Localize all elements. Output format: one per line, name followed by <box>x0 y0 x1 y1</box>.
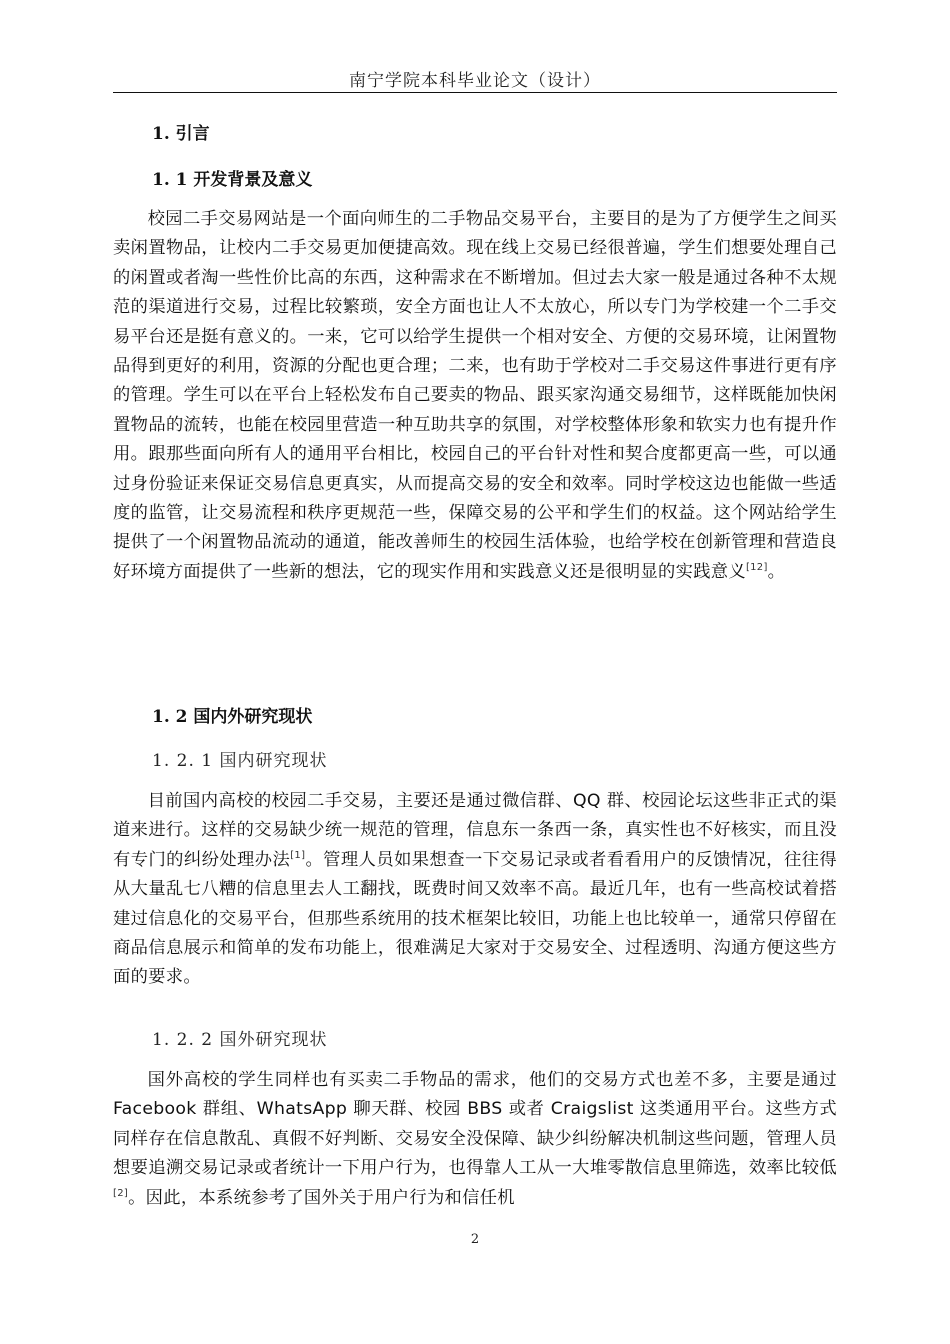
citation-1: [1] <box>290 850 306 862</box>
paragraph-domestic-text-1: 目前国内高校的校园二手交易，主要还是通过微信群、QQ 群、校园论坛这些非正式的渠道来进行。这样的交易缺少统一规范的管理，信息东一条西一条，真实性也不好核实，而且没有专门的纠纷处理办法 <box>113 791 837 870</box>
section-heading-1-2-2: 1. 2. 2 国外研究现状 <box>152 1030 328 1050</box>
section-heading-1-2: 1. 2 国内外研究现状 <box>152 707 313 727</box>
paragraph-foreign-text-1: 国外高校的学生同样也有买卖二手物品的需求，他们的交易方式也差不多，主要是通过 Facebook 群组、WhatsApp 聊天群、校园 BBS 或者 Craigslist 这类通用平台。这些方式同样存在信息散乱、真假不好判断、交易安全没保障、缺少纠纷解决机制这些问题，管理人员想要追溯交易记录或者统计一下用户行为，也得靠人工从一大堆零散信息里筛选，效率比较低 <box>113 1070 837 1179</box>
paragraph-domestic-research <box>113 787 837 993</box>
paragraph-background-end: 。 <box>767 561 786 582</box>
section-heading-1: 1. 引言 <box>152 124 210 144</box>
page-number: 2 <box>470 1232 480 1247</box>
citation-12: [12] <box>745 562 768 574</box>
paragraph-foreign-text-2: 。因此，本系统参考了国外关于用户行为和信任机 <box>128 1187 515 1208</box>
citation-2: [2] <box>113 1187 129 1199</box>
paragraph-background-tail: 实践意义 <box>675 561 746 582</box>
paragraph-background <box>113 205 837 587</box>
paragraph-domestic-text-2: 。管理人员如果想查一下交易记录或者看看用户的反馈情况，往往得从大量乱七八糟的信息里去人工翻找，既费时间又效率不高。最近几年，也有一些高校试着搭建过信息化的交易平台，但那些系统用的技术框架比较旧，功能上也比较单一，通常只停留在商品信息展示和简单的发布功能上，很难满足大家对于交易安全、过程透明、沟通方便这些方面的要求。 <box>113 849 837 988</box>
paragraph-foreign-research <box>113 1066 837 1213</box>
paragraph-background-text: 校园二手交易网站是一个面向师生的二手物品交易平台，主要目的是为了方便学生之间买卖闲置物品，让校内二手交易更加便捷高效。现在线上交易已经很普遍，学生们想要处理自己的闲置或者淘一些性价比高的东西，这种需求在不断增加。但过去大家一般是通过各种不太规范的渠道进行交易，过程比较繁琐，安全方面也让人不太放心，所以专门为学校建一个二手交易平台还是挺有意义的。一来，它可以给学生提供一个相对安全、方便的交易环境，让闲置物品得到更好的利用，资源的分配也更合理；二来，也有助于学校对二手交易这件事进行更有序的管理。学生可以在平台上轻松发布自己要卖的物品、跟买家沟通交易细节，这样既能加快闲置物品的流转，也能在校园里营造一种互助共享的氛围，对学校整体形象和软实力也有提升作用。跟那些面向所有人的通用平台相比，校园自己的平台针对性和契合度都更高一些，可以通过身份验证来保证交易信息更真实，从而提高交易的安全和效率。同时学校这边也能做一些适度的监管，让交易流程和秩序更规范一些，保障交易的公平和学生们的权益。这个网站给学生提供了一个闲置物品流动的通道，能改善师生的校园生活体验，也给学校在创新管理和营造良好环境方面提供了一些新的想法，它的现实作用和实践意义还是很明显的 <box>113 209 837 582</box>
header-rule <box>113 92 837 93</box>
running-header: 南宁学院本科毕业论文（设计） <box>349 71 601 91</box>
section-heading-1-2-1: 1. 2. 1 国内研究现状 <box>152 751 328 771</box>
section-heading-1-1: 1. 1 开发背景及意义 <box>152 170 313 190</box>
